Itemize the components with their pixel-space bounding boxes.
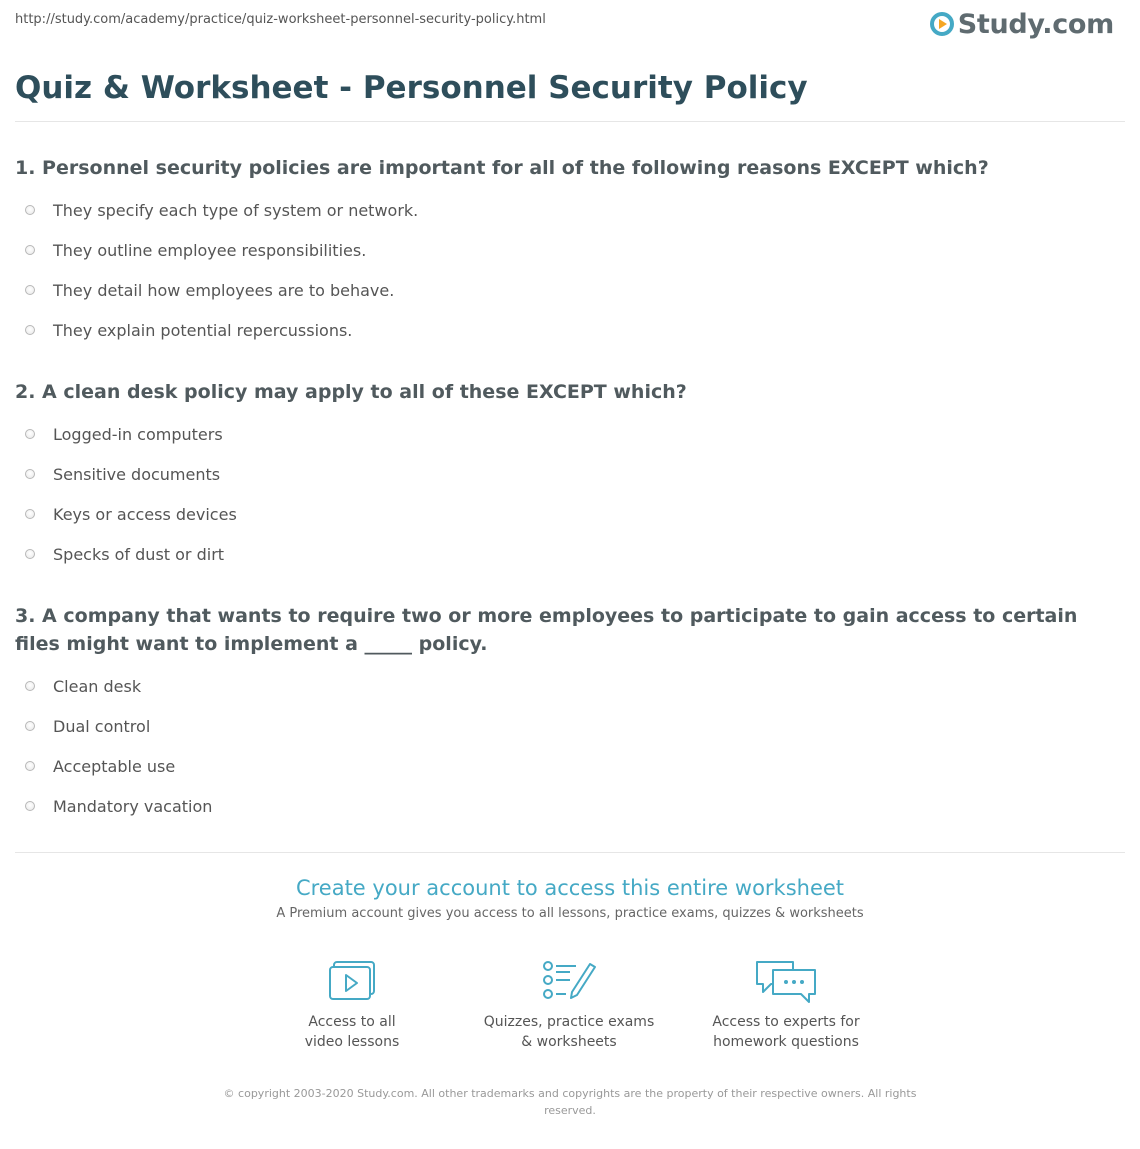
option-label: Dual control: [53, 716, 151, 736]
answer-option[interactable]: [15, 666, 1110, 706]
radio-button[interactable]: [25, 245, 35, 255]
answer-option[interactable]: [15, 534, 1110, 574]
quiz-checklist-icon: [540, 958, 598, 1004]
option-label: Sensitive documents: [53, 464, 221, 484]
radio-button[interactable]: [25, 205, 35, 215]
feature-label-line1: Quizzes, practice exams: [483, 1014, 655, 1030]
question-text: 3. A company that wants to require two or more employees to participate to gain access to certain files might want to implement a _____ policy.: [15, 605, 1078, 655]
radio-button[interactable]: [25, 429, 35, 439]
question-3: [15, 602, 1110, 826]
answer-option[interactable]: [15, 270, 1110, 310]
feature-label-line1: Access to experts for: [712, 1014, 860, 1030]
option-label: They detail how employees are to behave.: [53, 280, 395, 300]
radio-button[interactable]: [25, 285, 35, 295]
feature-label-line1: Access to all: [308, 1014, 396, 1030]
option-label: Mandatory vacation: [53, 796, 213, 816]
feature-label-line2: & worksheets: [521, 1034, 617, 1050]
play-logo-icon: [930, 12, 954, 36]
copyright-text: © copyright 2003-2020 Study.com. All other trademarks and copyrights are the property of their respective owners. All rights reserved.: [223, 1087, 917, 1117]
cta-title-link[interactable]: Create your account to access this entire worksheet: [295, 876, 845, 900]
answer-option[interactable]: [15, 454, 1110, 494]
option-label: Specks of dust or dirt: [53, 544, 225, 564]
radio-button[interactable]: [25, 549, 35, 559]
study-logo[interactable]: [930, 6, 1114, 42]
option-label: They outline employee responsibilities.: [53, 240, 367, 260]
answer-option[interactable]: [15, 786, 1110, 826]
radio-button[interactable]: [25, 681, 35, 691]
page-title: Quiz & Worksheet - Personnel Security Policy: [15, 70, 808, 106]
answer-option[interactable]: [15, 746, 1110, 786]
radio-button[interactable]: [25, 325, 35, 335]
feature-label-line2: video lessons: [304, 1034, 400, 1050]
radio-button[interactable]: [25, 761, 35, 771]
answer-option[interactable]: [15, 414, 1110, 454]
radio-button[interactable]: [25, 801, 35, 811]
option-label: Logged-in computers: [53, 424, 223, 444]
question-text: 2. A clean desk policy may apply to all of these EXCEPT which?: [15, 381, 687, 403]
cta-divider: [15, 852, 1125, 853]
feature-label-line2: homework questions: [713, 1034, 859, 1050]
page-url: http://study.com/academy/practice/quiz-worksheet-personnel-security-policy.html: [15, 12, 546, 27]
answer-option[interactable]: [15, 230, 1110, 270]
radio-button[interactable]: [25, 509, 35, 519]
feature-experts: [686, 958, 886, 1052]
option-label: Acceptable use: [53, 756, 176, 776]
radio-button[interactable]: [25, 721, 35, 731]
video-play-icon: [324, 958, 380, 1004]
option-label: They explain potential repercussions.: [53, 320, 353, 340]
option-label: Clean desk: [53, 676, 142, 696]
chat-bubbles-icon: [753, 958, 819, 1004]
logo-text: Study.com: [957, 8, 1114, 40]
option-label: Keys or access devices: [53, 504, 237, 524]
cta-subtitle: A Premium account gives you access to all lessons, practice exams, quizzes & worksheets: [276, 906, 864, 921]
question-2: [15, 378, 1110, 574]
question-1: [15, 154, 1110, 350]
question-text: 1. Personnel security policies are important for all of the following reasons EXCEPT which?: [15, 157, 989, 179]
radio-button[interactable]: [25, 469, 35, 479]
title-divider: [15, 121, 1125, 122]
feature-video-lessons: [252, 958, 452, 1052]
answer-option[interactable]: [15, 706, 1110, 746]
option-label: They specify each type of system or network.: [53, 200, 419, 220]
feature-quizzes: [469, 958, 669, 1052]
answer-option[interactable]: [15, 310, 1110, 350]
answer-option[interactable]: [15, 494, 1110, 534]
answer-option[interactable]: [15, 190, 1110, 230]
